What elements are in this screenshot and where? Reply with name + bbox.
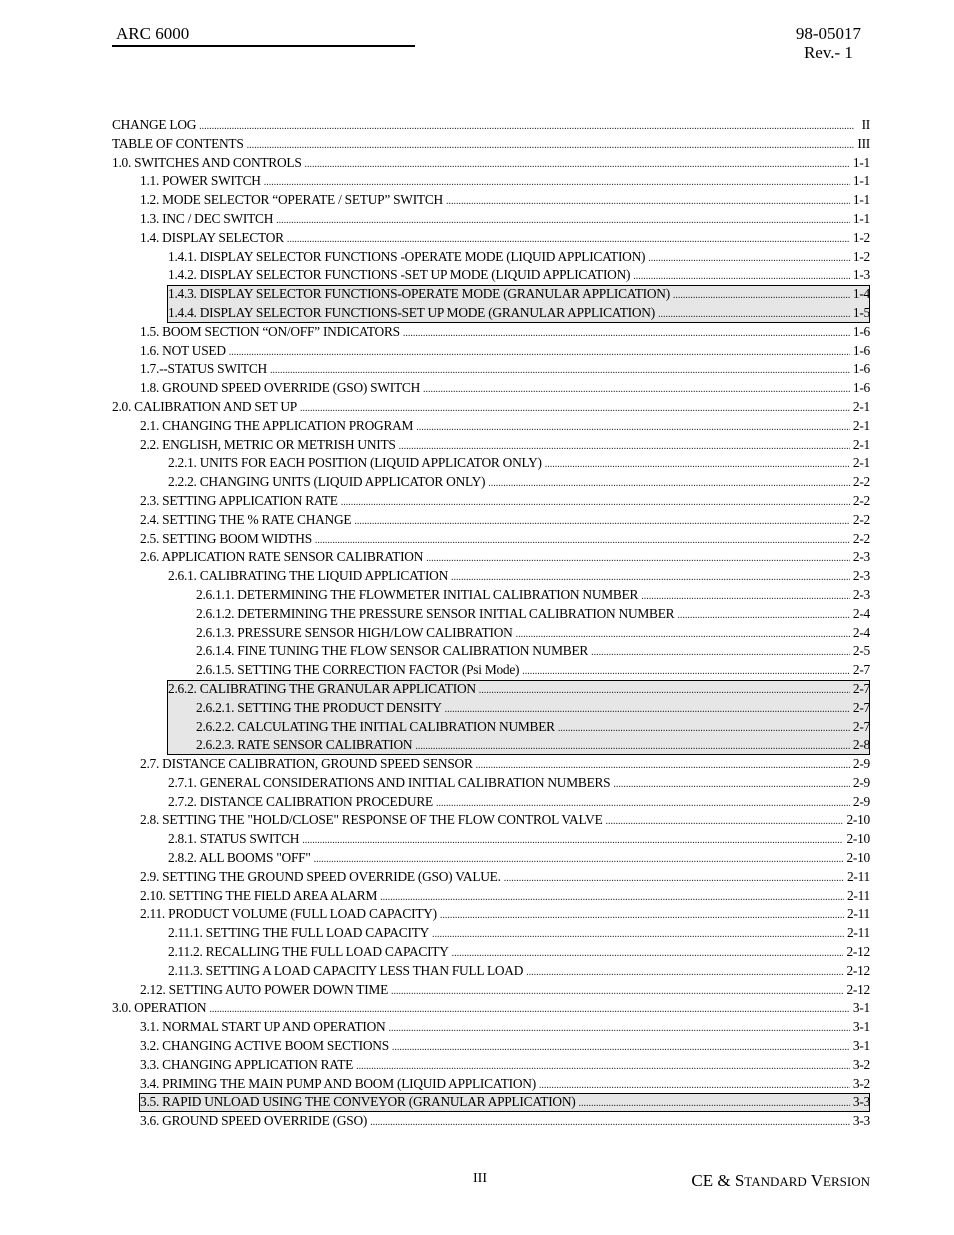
dot-leader [426, 550, 850, 569]
footer-page-number: III [473, 1171, 487, 1186]
toc-entry-title: 2.6.1.3. PRESSURE SENSOR HIGH/LOW CALIBRATION [196, 624, 513, 640]
toc-entry[interactable] [112, 1112, 870, 1131]
dot-leader [391, 983, 843, 1002]
toc-entry-title: 2.7.2. DISTANCE CALIBRATION PROCEDURE [168, 793, 433, 809]
toc-entry-page: 2-12 [846, 944, 870, 960]
toc-entry[interactable] [112, 905, 870, 924]
dot-leader [488, 475, 850, 494]
toc-entry[interactable] [112, 135, 870, 154]
header-rule [112, 45, 415, 47]
toc-entry-page: 2-11 [846, 868, 870, 884]
toc-entry[interactable] [112, 718, 870, 737]
toc-entry-title: 2.5. SETTING BOOM WIDTHS [140, 530, 312, 546]
toc-entry[interactable] [112, 736, 870, 755]
toc-entry[interactable] [112, 1056, 870, 1075]
toc-entry[interactable] [112, 154, 870, 173]
toc-entry[interactable] [112, 492, 870, 511]
toc-entry-page: 3-3 [852, 1094, 870, 1110]
toc-entry-page: 2-3 [852, 568, 870, 584]
dot-leader [578, 1095, 849, 1114]
toc-entry[interactable] [112, 868, 870, 887]
toc-entry-page: 2-10 [846, 831, 870, 847]
toc-entry-title: 1.4.4. DISPLAY SELECTOR FUNCTIONS-SET UP MODE (GRANULAR APPLICATION) [168, 304, 655, 320]
toc-entry-title: 3.2. CHANGING ACTIVE BOOM SECTIONS [140, 1038, 389, 1054]
toc-entry-page: 2-9 [852, 774, 870, 790]
toc-entry-page: 2-3 [852, 586, 870, 602]
toc-entry[interactable] [112, 1037, 870, 1056]
toc-entry-title: 2.11.1. SETTING THE FULL LOAD CAPACITY [168, 925, 430, 941]
toc-entry[interactable] [112, 887, 870, 906]
toc-entry-title: 1.7.--STATUS SWITCH [140, 361, 267, 377]
footer-version [691, 1171, 870, 1191]
toc-entry-page: 2-4 [852, 605, 870, 621]
toc-entry-page: 2-7 [852, 699, 870, 715]
toc-entry-page: 1-2 [852, 248, 870, 264]
dot-leader [341, 494, 850, 513]
toc-entry-page: 2-9 [852, 756, 870, 772]
dot-leader [526, 964, 843, 983]
toc-entry-page: II [861, 117, 870, 132]
toc-entry-title: 2.11.2. RECALLING THE FULL LOAD CAPACITY [168, 944, 449, 960]
toc-entry-page: 1-1 [852, 192, 870, 208]
toc-entry-title: 1.6. NOT USED [140, 342, 226, 358]
dot-leader [558, 720, 850, 739]
toc-entry-page: 1-4 [852, 286, 870, 302]
toc-entry-page: 1-6 [852, 380, 870, 396]
toc-entry[interactable] [112, 172, 870, 191]
dot-leader [276, 212, 850, 231]
dot-leader [673, 287, 850, 306]
toc-entry-title: 2.8.2. ALL BOOMS "OFF" [168, 850, 311, 866]
toc-entry-page: 2-2 [852, 511, 870, 527]
toc-entry-page: 2-1 [852, 455, 870, 471]
dot-leader [613, 776, 850, 795]
toc-entry[interactable] [112, 530, 870, 549]
toc-entry-page: 2-4 [852, 624, 870, 640]
toc-entry-page: 1-1 [852, 173, 870, 189]
toc-entry[interactable] [112, 1093, 870, 1112]
toc-entry-title: 2.3. SETTING APPLICATION RATE [140, 492, 338, 508]
toc-entry-page: 1-5 [852, 304, 870, 320]
toc-entry-page: 1-2 [852, 229, 870, 245]
toc-entry-page: 1-6 [852, 323, 870, 339]
toc-entry-page: III [857, 135, 870, 151]
toc-entry-page: 2-2 [852, 530, 870, 546]
toc-entry-title: 2.6.1.5. SETTING THE CORRECTION FACTOR (Psi Mode) [196, 662, 520, 678]
toc-entry-title: 2.6.1.2. DETERMINING THE PRESSURE SENSOR INITIAL CALIBRATION NUMBER [196, 605, 675, 621]
toc-entry-title: 3.0. OPERATION [112, 1000, 207, 1016]
toc-entry[interactable] [112, 436, 870, 455]
toc-entry-title: 3.4. PRIMING THE MAIN PUMP AND BOOM (LIQUID APPLICATION) [140, 1075, 536, 1091]
toc-entry-page: 2-12 [846, 962, 870, 978]
dot-leader [545, 456, 850, 475]
toc-entry[interactable] [112, 473, 870, 492]
toc-entry-title: 1.8. GROUND SPEED OVERRIDE (GSO) SWITCH [140, 380, 421, 396]
toc-entry-page: 3-2 [852, 1075, 870, 1091]
toc-entry[interactable] [112, 1075, 870, 1094]
toc-entry[interactable] [112, 511, 870, 530]
toc-entry-title: 2.11. PRODUCT VOLUME (FULL LOAD CAPACITY) [140, 906, 437, 922]
toc-entry-page: 3-1 [852, 1000, 870, 1016]
toc-entry[interactable] [112, 454, 870, 473]
footer-version-ce: CE & S [691, 1171, 745, 1190]
toc-entry-title: 2.6.1.1. DETERMINING THE FLOWMETER INITIAL CALIBRATION NUMBER [196, 586, 639, 602]
document-title: ARC 6000 [116, 24, 190, 43]
toc-entry-title: 1.3. INC / DEC SWITCH [140, 210, 274, 226]
toc-entry-page: 1-6 [852, 361, 870, 377]
toc-entry[interactable] [112, 924, 870, 943]
toc-entry[interactable] [112, 360, 870, 379]
table-of-contents [112, 116, 870, 1131]
toc-entry-page: 2-11 [846, 906, 870, 922]
dot-leader [247, 137, 855, 156]
toc-entry[interactable] [112, 116, 870, 135]
toc-entry-page: 2-10 [846, 850, 870, 866]
toc-entry-title: 2.7.1. GENERAL CONSIDERATIONS AND INITIAL CALIBRATION NUMBERS [168, 774, 611, 790]
toc-entry-title: 1.0. SWITCHES AND CONTROLS [112, 154, 302, 170]
toc-entry[interactable] [112, 398, 870, 417]
toc-entry[interactable] [112, 774, 870, 793]
toc-entry-page: 2-7 [852, 662, 870, 678]
dot-leader [229, 344, 850, 363]
dot-leader [648, 250, 850, 269]
toc-entry[interactable] [112, 191, 870, 210]
toc-entry-page: 1-3 [852, 267, 870, 283]
toc-entry[interactable] [112, 999, 870, 1018]
toc-entry[interactable] [112, 830, 870, 849]
toc-entry-page: 2-8 [852, 737, 870, 753]
toc-entry[interactable] [112, 680, 870, 699]
toc-entry-title: 1.4. DISPLAY SELECTOR [140, 229, 284, 245]
toc-entry-title: 2.8. SETTING THE "HOLD/CLOSE" RESPONSE OF THE FLOW CONTROL VALVE [140, 812, 603, 828]
toc-entry-title: 2.1. CHANGING THE APPLICATION PROGRAM [140, 417, 414, 433]
dot-leader [522, 663, 850, 682]
toc-entry-title: 2.6.2.1. SETTING THE PRODUCT DENSITY [196, 699, 442, 715]
toc-entry[interactable] [112, 1018, 870, 1037]
dot-leader [606, 813, 844, 832]
dot-leader [354, 513, 850, 532]
toc-entry-title: 2.6.2.3. RATE SENSOR CALIBRATION [196, 737, 413, 753]
dot-leader [370, 1114, 850, 1133]
toc-entry-title: 2.4. SETTING THE % RATE CHANGE [140, 511, 352, 527]
dot-leader [440, 907, 844, 926]
toc-entry[interactable] [112, 755, 870, 774]
toc-entry-page: 2-1 [852, 398, 870, 414]
dot-leader [199, 118, 858, 137]
dot-leader [591, 644, 850, 663]
toc-entry-page: 2-1 [852, 417, 870, 433]
toc-entry[interactable] [112, 981, 870, 1000]
document-number: 98-05017 [795, 24, 861, 43]
toc-entry[interactable] [112, 642, 870, 661]
toc-entry-title: 2.2. ENGLISH, METRIC OR METRISH UNITS [140, 436, 396, 452]
toc-entry-title: 1.5. BOOM SECTION “ON/OFF” INDICATORS [140, 323, 400, 339]
toc-entry-title: 1.4.2. DISPLAY SELECTOR FUNCTIONS -SET UP MODE (LIQUID APPLICATION) [168, 267, 631, 283]
toc-entry-title: 1.4.1. DISPLAY SELECTOR FUNCTIONS -OPERATE MODE (LIQUID APPLICATION) [168, 248, 646, 264]
toc-entry[interactable] [112, 605, 870, 624]
toc-entry[interactable] [112, 586, 870, 605]
dot-leader [302, 832, 843, 851]
toc-entry[interactable] [112, 793, 870, 812]
toc-entry[interactable] [112, 210, 870, 229]
toc-entry[interactable] [112, 624, 870, 643]
dot-leader [423, 381, 850, 400]
toc-entry-title: 2.2.1. UNITS FOR EACH POSITION (LIQUID APPLICATOR ONLY) [168, 455, 542, 471]
toc-entry-title: 3.1. NORMAL START UP AND OPERATION [140, 1019, 386, 1035]
dot-leader [658, 306, 850, 325]
toc-entry[interactable] [112, 661, 870, 680]
toc-entry-page: 2-10 [846, 812, 870, 828]
toc-entry[interactable] [112, 285, 870, 304]
revision-label: Rev.- 1 [803, 43, 853, 62]
toc-entry-page: 3-2 [852, 1056, 870, 1072]
toc-entry-title: 2.6.2. CALIBRATING THE GRANULAR APPLICATION [168, 680, 476, 696]
document-id [796, 24, 861, 62]
toc-entry-page: 2-11 [846, 887, 870, 903]
toc-entry-page: 3-3 [852, 1113, 870, 1129]
toc-entry[interactable] [112, 229, 870, 248]
toc-entry-title: 2.7. DISTANCE CALIBRATION, GROUND SPEED SENSOR [140, 756, 473, 772]
dot-leader [446, 193, 850, 212]
toc-entry-title: 2.10. SETTING THE FIELD AREA ALARM [140, 887, 378, 903]
toc-entry-page: 3-1 [852, 1038, 870, 1054]
toc-entry-page: 2-11 [846, 925, 870, 941]
dot-leader [380, 889, 844, 908]
toc-entry-page: 2-2 [852, 492, 870, 508]
toc-entry-title: 3.3. CHANGING APPLICATION RATE [140, 1056, 354, 1072]
toc-entry-page: 2-7 [852, 718, 870, 734]
toc-entry-title: 1.4.3. DISPLAY SELECTOR FUNCTIONS-OPERATE MODE (GRANULAR APPLICATION) [168, 286, 670, 302]
toc-entry-title: 2.6.2.2. CALCULATING THE INITIAL CALIBRATION NUMBER [196, 718, 555, 734]
toc-entry-title: 2.8.1. STATUS SWITCH [168, 831, 300, 847]
dot-leader [392, 1039, 850, 1058]
dot-leader [539, 1077, 850, 1096]
toc-entry-title: 2.6.1.4. FINE TUNING THE FLOW SENSOR CALIBRATION NUMBER [196, 643, 589, 659]
toc-entry[interactable] [112, 548, 870, 567]
dot-leader [388, 1020, 849, 1039]
toc-entry-page: 2-1 [852, 436, 870, 452]
dot-leader [504, 870, 844, 889]
toc-entry[interactable] [112, 417, 870, 436]
toc-entry-page: 3-1 [852, 1019, 870, 1035]
toc-entry[interactable] [112, 266, 870, 285]
toc-entry-page: 1-6 [852, 342, 870, 358]
dot-leader [479, 682, 850, 701]
toc-entry-title: 2.9. SETTING THE GROUND SPEED OVERRIDE (GSO) VALUE. [140, 868, 501, 884]
toc-entry-page: 2-3 [852, 549, 870, 565]
toc-entry-title: 3.6. GROUND SPEED OVERRIDE (GSO) [140, 1113, 368, 1129]
toc-entry-page: 1-1 [852, 210, 870, 226]
toc-entry-title: 2.6.1. CALIBRATING THE LIQUID APPLICATION [168, 568, 448, 584]
toc-entry-title: 1.2. MODE SELECTOR “OPERATE / SETUP” SWITCH [140, 192, 443, 208]
dot-leader [432, 926, 844, 945]
toc-entry-page: 2-2 [852, 474, 870, 490]
toc-entry-title: 1.1. POWER SWITCH [140, 173, 261, 189]
toc-entry[interactable] [112, 811, 870, 830]
toc-entry[interactable] [112, 304, 870, 323]
dot-leader [677, 607, 850, 626]
toc-entry-title: 2.6. APPLICATION RATE SENSOR CALIBRATION [140, 549, 424, 565]
toc-entry[interactable] [112, 962, 870, 981]
toc-entry[interactable] [112, 379, 870, 398]
footer-version-v: V [810, 1171, 824, 1190]
toc-entry-title: 3.5. RAPID UNLOAD USING THE CONVEYOR (GRANULAR APPLICATION) [140, 1094, 576, 1110]
toc-entry[interactable] [112, 342, 870, 361]
toc-entry-title: 2.12. SETTING AUTO POWER DOWN TIME [140, 981, 389, 997]
dot-leader [305, 156, 850, 175]
toc-entry[interactable] [112, 699, 870, 718]
toc-entry-page: 1-1 [852, 154, 870, 170]
toc-entry-title: 2.11.3. SETTING A LOAD CAPACITY LESS THAN FULL LOAD [168, 962, 524, 978]
toc-entry-title: TABLE OF CONTENTS [112, 135, 244, 151]
toc-entry-page: 2-7 [852, 680, 870, 696]
dot-leader [416, 419, 850, 438]
toc-entry-page: 2-5 [852, 643, 870, 659]
toc-entry-title: CHANGE LOG [112, 117, 197, 132]
dot-leader [403, 325, 850, 344]
toc-entry[interactable] [112, 323, 870, 342]
toc-entry[interactable] [112, 567, 870, 586]
footer-version-tandard: TANDARD [744, 1174, 807, 1189]
toc-entry-page: 2-9 [852, 793, 870, 809]
toc-entry[interactable] [112, 248, 870, 267]
footer-version-ersion: ERSION [823, 1174, 870, 1189]
toc-entry-title: 2.2.2. CHANGING UNITS (LIQUID APPLICATOR ONLY) [168, 474, 486, 490]
toc-entry[interactable] [112, 849, 870, 868]
toc-entry[interactable] [112, 943, 870, 962]
dot-leader [415, 738, 850, 757]
toc-entry-page: 2-12 [846, 981, 870, 997]
toc-entry-title: 2.0. CALIBRATION AND SET UP [112, 398, 297, 414]
